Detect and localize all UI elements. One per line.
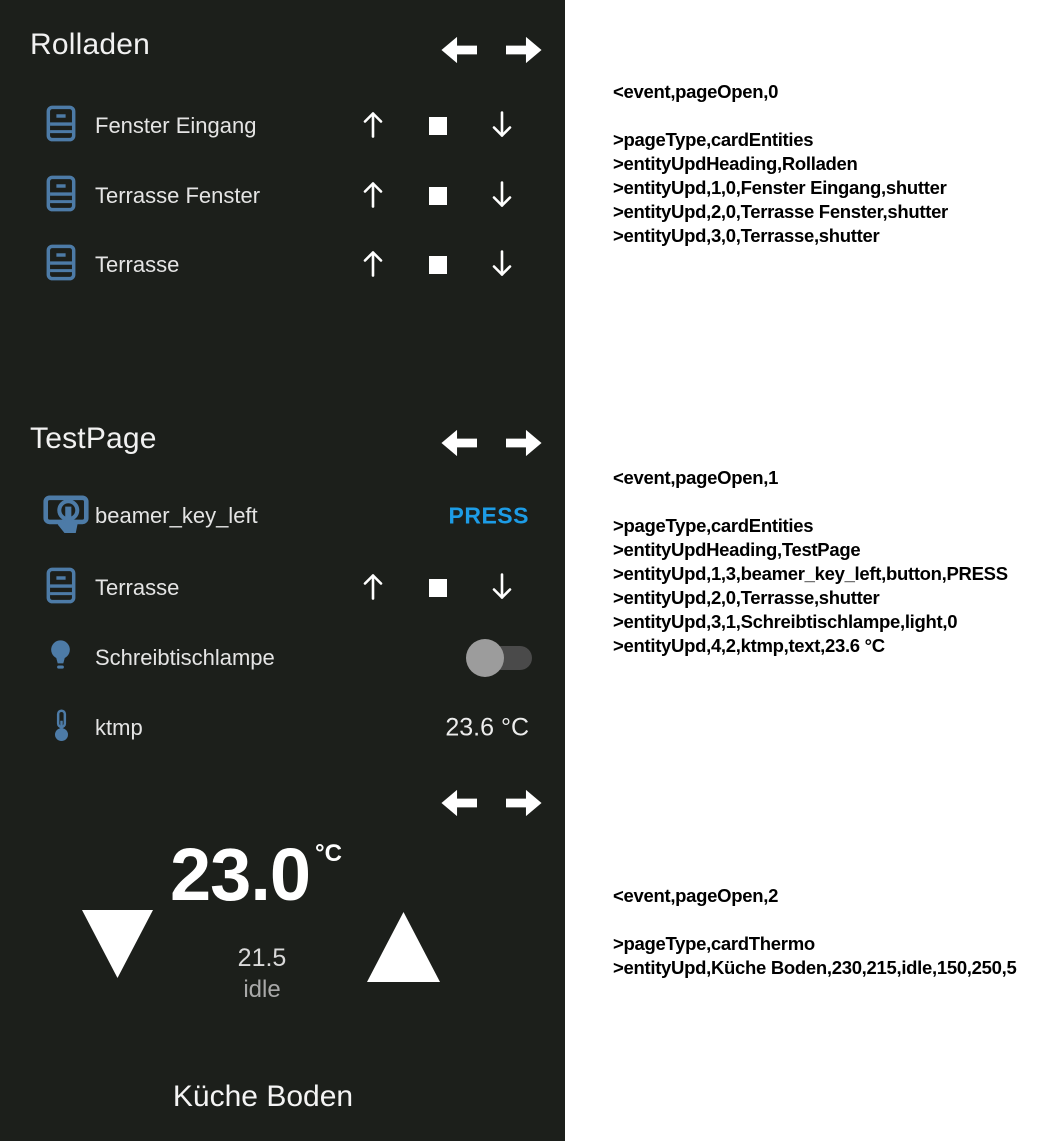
- protocol-block-page1: [613, 466, 1043, 658]
- temperature-unit: °C: [315, 840, 342, 867]
- window-shutter-icon: [46, 244, 76, 286]
- arrow-down-icon: [489, 128, 515, 143]
- entity-label: Terrasse: [95, 252, 180, 277]
- page-next-button[interactable]: [506, 428, 543, 458]
- triangle-up-icon: [367, 912, 440, 982]
- shutter-stop-button[interactable]: [429, 187, 447, 205]
- entity-row: [0, 490, 565, 542]
- arrow-down-icon: [489, 590, 515, 605]
- protocol-line: >pageType,cardThermo: [613, 933, 815, 954]
- protocol-lines: [613, 514, 1043, 658]
- shutter-stop-button[interactable]: [429, 117, 447, 135]
- lightbulb-icon: [46, 638, 75, 678]
- arrow-up-icon: [360, 128, 386, 143]
- protocol-line: >entityUpd,2,0,Terrasse Fenster,shutter: [613, 201, 948, 222]
- page-next-button[interactable]: [506, 788, 543, 818]
- protocol-line: >entityUpd,1,0,Fenster Eingang,shutter: [613, 177, 947, 198]
- protocol-line: >entityUpd,2,0,Terrasse,shutter: [613, 587, 880, 608]
- arrow-up-icon: [360, 267, 386, 282]
- protocol-event-line: <event,pageOpen,1: [613, 467, 779, 488]
- entity-label: Schreibtischlampe: [95, 645, 275, 670]
- arrow-right-icon: [506, 788, 543, 818]
- shutter-down-button[interactable]: [489, 572, 515, 605]
- entity-row: [0, 632, 565, 684]
- shutter-up-button[interactable]: [360, 180, 386, 213]
- protocol-event-line: <event,pageOpen,2: [613, 885, 779, 906]
- shutter-down-button[interactable]: [489, 249, 515, 282]
- protocol-lines: [613, 932, 1043, 980]
- protocol-line: >entityUpd,4,2,ktmp,text,23.6 °C: [613, 635, 885, 656]
- temperature-value: 23.6 °C: [445, 713, 529, 742]
- entity-label: beamer_key_left: [95, 503, 258, 528]
- arrow-down-icon: [489, 267, 515, 282]
- toggle-knob: [466, 639, 504, 677]
- entity-label: Terrasse: [95, 575, 180, 600]
- target-temperature: 21.5: [237, 944, 287, 972]
- entity-label: Terrasse Fenster: [95, 183, 261, 208]
- arrow-down-icon: [489, 198, 515, 213]
- shutter-up-button[interactable]: [360, 572, 386, 605]
- stop-square-icon: [429, 117, 447, 135]
- light-toggle-switch[interactable]: [466, 638, 534, 678]
- current-temperature: [170, 833, 342, 916]
- protocol-block-page2: [613, 884, 1043, 980]
- protocol-line: >entityUpd,Küche Boden,230,215,idle,150,250,5: [613, 957, 1017, 978]
- window-shutter-icon: [46, 105, 76, 147]
- protocol-line: >pageType,cardEntities: [613, 129, 814, 150]
- protocol-event-line: <event,pageOpen,0: [613, 81, 779, 102]
- protocol-line: >entityUpd,3,0,Terrasse,shutter: [613, 225, 880, 246]
- current-temperature-value: 23.0: [170, 833, 311, 916]
- page-prev-button[interactable]: [440, 788, 477, 818]
- arrow-left-icon: [440, 788, 477, 818]
- page-prev-button[interactable]: [440, 428, 477, 458]
- arrow-up-icon: [360, 590, 386, 605]
- shutter-down-button[interactable]: [489, 110, 515, 143]
- press-button[interactable]: PRESS: [448, 502, 529, 529]
- page-title: Rolladen: [30, 28, 151, 61]
- arrow-up-icon: [360, 198, 386, 213]
- protocol-line: >entityUpd,1,3,beamer_key_left,button,PRESS: [613, 563, 1008, 584]
- page-prev-button[interactable]: [440, 35, 477, 65]
- page-next-button[interactable]: [506, 35, 543, 65]
- shutter-down-button[interactable]: [489, 180, 515, 213]
- page-title: TestPage: [30, 422, 157, 455]
- entity-row: [0, 562, 565, 614]
- entity-row: [0, 239, 565, 291]
- temp-decrease-button[interactable]: [82, 910, 153, 978]
- protocol-line: >entityUpd,3,1,Schreibtischlampe,light,0: [613, 611, 958, 632]
- protocol-line: >entityUpdHeading,TestPage: [613, 539, 861, 560]
- entity-label: Fenster Eingang: [95, 113, 257, 138]
- protocol-lines: [613, 128, 1043, 248]
- entity-label: ktmp: [95, 715, 143, 740]
- window-shutter-icon: [46, 567, 76, 609]
- stop-square-icon: [429, 256, 447, 274]
- stop-square-icon: [429, 579, 447, 597]
- hvac-state: idle: [243, 976, 281, 1003]
- arrow-right-icon: [506, 428, 543, 458]
- shutter-up-button[interactable]: [360, 110, 386, 143]
- protocol-line: >entityUpdHeading,Rolladen: [613, 153, 858, 174]
- entity-row: [0, 100, 565, 152]
- temp-increase-button[interactable]: [367, 912, 440, 982]
- arrow-left-icon: [440, 428, 477, 458]
- entity-row: [0, 702, 565, 754]
- entity-row: [0, 170, 565, 222]
- arrow-left-icon: [440, 35, 477, 65]
- thermostat-name: Küche Boden: [172, 1080, 354, 1113]
- protocol-line: >pageType,cardEntities: [613, 515, 814, 536]
- arrow-right-icon: [506, 35, 543, 65]
- thermometer-icon: [51, 709, 72, 747]
- protocol-block-page0: [613, 80, 1043, 248]
- triangle-down-icon: [82, 910, 153, 978]
- shutter-stop-button[interactable]: [429, 256, 447, 274]
- shutter-up-button[interactable]: [360, 249, 386, 282]
- gesture-tap-button-icon: [42, 492, 90, 541]
- shutter-stop-button[interactable]: [429, 579, 447, 597]
- stop-square-icon: [429, 187, 447, 205]
- window-shutter-icon: [46, 175, 76, 217]
